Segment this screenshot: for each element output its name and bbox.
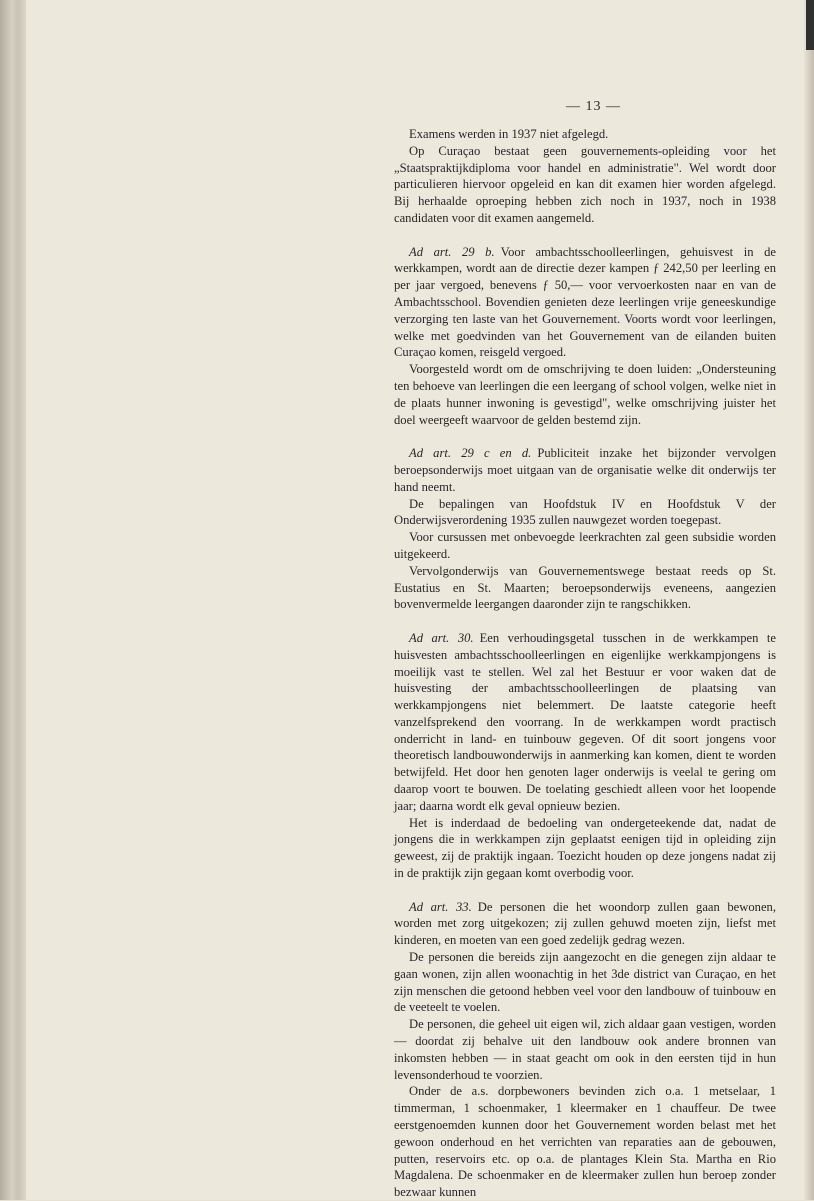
section-paragraph <box>394 899 776 949</box>
paragraph <box>394 529 776 563</box>
paragraph-text: Voor cursussen met onbevoegde leerkrachten zal geen subsidie worden uitgekeerd. <box>394 530 776 561</box>
paragraph-text: De personen die het woondorp zullen gaan bewonen, worden met zorg uitgekozen; zij zullen gehuwd moeten zijn, liefst met kinderen, en moeten van een goed zedelijk gedrag wezen. <box>394 899 776 948</box>
paragraph <box>394 496 776 530</box>
scan-tab <box>806 0 814 50</box>
section-paragraph <box>394 445 776 495</box>
paragraph-text: De bepalingen van Hoofdstuk IV en Hoofdstuk V der Onderwijsverordening 1935 zullen nauwgezet worden toegepast. <box>394 496 776 528</box>
paragraph <box>394 949 776 1016</box>
article-reference: Ad art. 29 c en d. <box>409 446 532 461</box>
page-edge <box>804 0 814 1200</box>
paragraph-text: De personen die bereids zijn aangezocht en die genegen zijn aldaar te gaan wonen, zijn allen woonachtig in het 3de district van Curaçao, en het zijn menschen die getoond hebben veel voor den landbouw of tuinbouw en de veeteelt te voelen. <box>394 950 776 1015</box>
paragraph <box>394 815 776 882</box>
paragraph <box>394 1016 776 1083</box>
paragraph-text: Een verhoudingsgetal tusschen in de werkkampen te huisvesten ambachtsschoolleerlingen en eigenlijke werkkampjongens is moeilijk vast te stellen. Wel zal het Bestuur er voor waken dat de huisvesting der ambachtsschoolleerlingen de plaatsing van werkkampjongens niet belemmert. De laatste categorie heeft vanzelfsprekend den voorrang. In de werkkampen wordt practisch onderricht in land- en tuinbouw gegeven. Of dit soort jongens voor theoretisch landbouwonderwijs in aanmerking kan komen, dient te worden betwijfeld. Het door hen genoten lager onderwijs is veelal te gering om daarop voort te bouwen. De toelating geschiedt alleen voor het loopende jaar; daarna wordt elk geval opnieuw bezien. <box>394 630 777 813</box>
page-body <box>394 126 776 1201</box>
paragraph-text: Vervolgonderwijs van Gouvernementswege bestaat reeds op St. Eustatius en St. Maarten; beroepsonderwijs eveneens, aangezien bovenvermelde leergangen daaronder zijn te rangschikken. <box>394 563 776 612</box>
paragraph-text: De personen, die geheel uit eigen wil, zich aldaar gaan vestigen, worden — doordat zij behalve uit den landbouw ook andere bronnen van inkomsten hebben — in staat geacht om ook in den eersten tijd in hun levensonderhoud te voorzien. <box>394 1017 776 1082</box>
paragraph-text: Voorgesteld wordt om de omschrijving te doen luiden: „Ondersteuning ten behoeve van leerlingen die een leergang of school volgen, welke niet in de plaats hunner inwoning is gevestigd", welke omschrijving juister het doel weergeeft waarvoor de gelden bestemd zijn. <box>394 362 776 427</box>
page-number: — 13 — <box>566 99 621 114</box>
paragraph <box>394 361 776 428</box>
paragraph-text: Het is inderdaad de bedoeling van ondergeteekende dat, nadat de jongens die in werkkampen zijn geplaatst eenigen tijd in opleiding zijn geweest, zij de praktijk ingaan. Toezicht houden op deze jongens nadat zij in de praktijk zijn gegaan komt overbodig voor. <box>394 815 776 881</box>
paragraph-text: Op Curaçao bestaat geen gouvernements-opleiding voor het „Staatspraktijkdiploma voor handel en administratie". Wel wordt door particulieren hiervoor opgeleid en kan dit examen hier worden afgelegd. Bij herhaalde oproeping hebben zich noch in 1937, noch in 1938 candidaten voor dit examen aangemeld. <box>394 143 776 225</box>
article-reference: Ad art. 30. <box>409 630 474 645</box>
paragraph-text: Voor ambachtsschoolleerlingen, gehuisvest in de werkkampen, wordt aan de directie dezer kampen ƒ 242,50 per leerling en per jaar vergoed, benevens ƒ 50,— voor vervoerkosten naar en van de Ambachtsschool. Bovendien genieten deze leerlingen vrije geneeskundige verzorging ten laste van het Gouvernement. Voorts wordt voor leerlingen, welke met goedvinden van het Gouvernement van de eilanden buiten Curaçao komen, reisgeld vergoed. <box>394 244 776 360</box>
section-paragraph <box>394 630 776 815</box>
document-page <box>26 0 804 1200</box>
article-reference: Ad art. 29 b. <box>409 244 495 259</box>
paragraph <box>394 143 776 227</box>
paragraph <box>394 126 776 143</box>
article-reference: Ad art. 33. <box>409 899 472 914</box>
paragraph <box>394 1083 776 1201</box>
paragraph-text: Onder de a.s. dorpbewoners bevinden zich o.a. 1 metselaar, 1 timmerman, 1 schoenmaker, 1 kleermaker en 1 chauffeur. De twee eerstgenoemden kunnen door het Gouvernement worden belast met het gewoon onderhoud en het verrichten van reparaties aan de gebouwen, putten, reservoirs etc. op o.a. de plantages Klein Sta. Martha en Rio Magdalena. De schoenmaker en de kleermaker zullen hun beroep zonder bezwaar kunnen <box>394 1084 776 1200</box>
book-spine <box>0 0 26 1200</box>
paragraph-text: Examens werden in 1937 niet afgelegd. <box>409 127 609 141</box>
paragraph-text: Publiciteit inzake het bijzonder vervolgen beroepsonderwijs moet uitgaan van de organisatie welke dit onderwijs ter hand neemt. <box>394 446 777 494</box>
paragraph <box>394 563 776 613</box>
section-paragraph <box>394 244 776 362</box>
